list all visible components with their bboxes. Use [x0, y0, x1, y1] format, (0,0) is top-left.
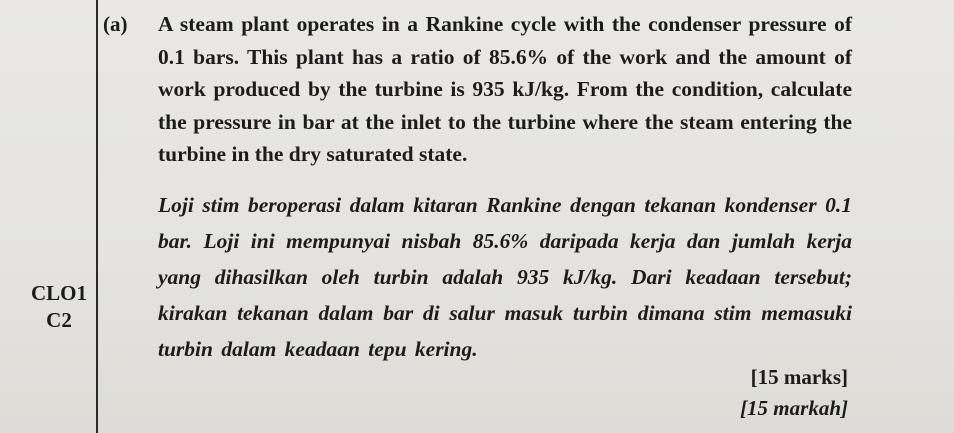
question-text-english: A steam plant operates in a Rankine cycle with the condenser pressure of 0.1 bars. This plant has a ratio of 85.6% of the work and the amount of work produced by the turbine is 935 kJ/kg. From the condition, calculate the pressure in bar at the inlet to the turbine where the steam entering the turbine in the dry saturated state. [158, 12, 852, 166]
clo-code: CLO1 [30, 281, 87, 305]
cognitive-level: C2 [46, 308, 72, 332]
marks-malay: [15 markah] [740, 396, 848, 420]
question-label: (a) [103, 12, 128, 36]
marks-english: [15 marks] [750, 365, 848, 389]
column-divider [96, 0, 98, 433]
learning-outcome-box [30, 280, 88, 334]
question-text-malay: Loji stim beroperasi dalam kitaran Rankine dengan tekanan kondenser 0.1 bar. Loji ini mempunyai nisbah 85.6% daripada kerja dan jumlah kerja yang dihasilkan oleh turbin adalah 935 kJ/kg. Dari keadaan tersebut; kirakan tekanan dalam bar di salur masuk turbin dimana stim memasuki turbin dalam keadaan tepu kering. [158, 193, 852, 361]
